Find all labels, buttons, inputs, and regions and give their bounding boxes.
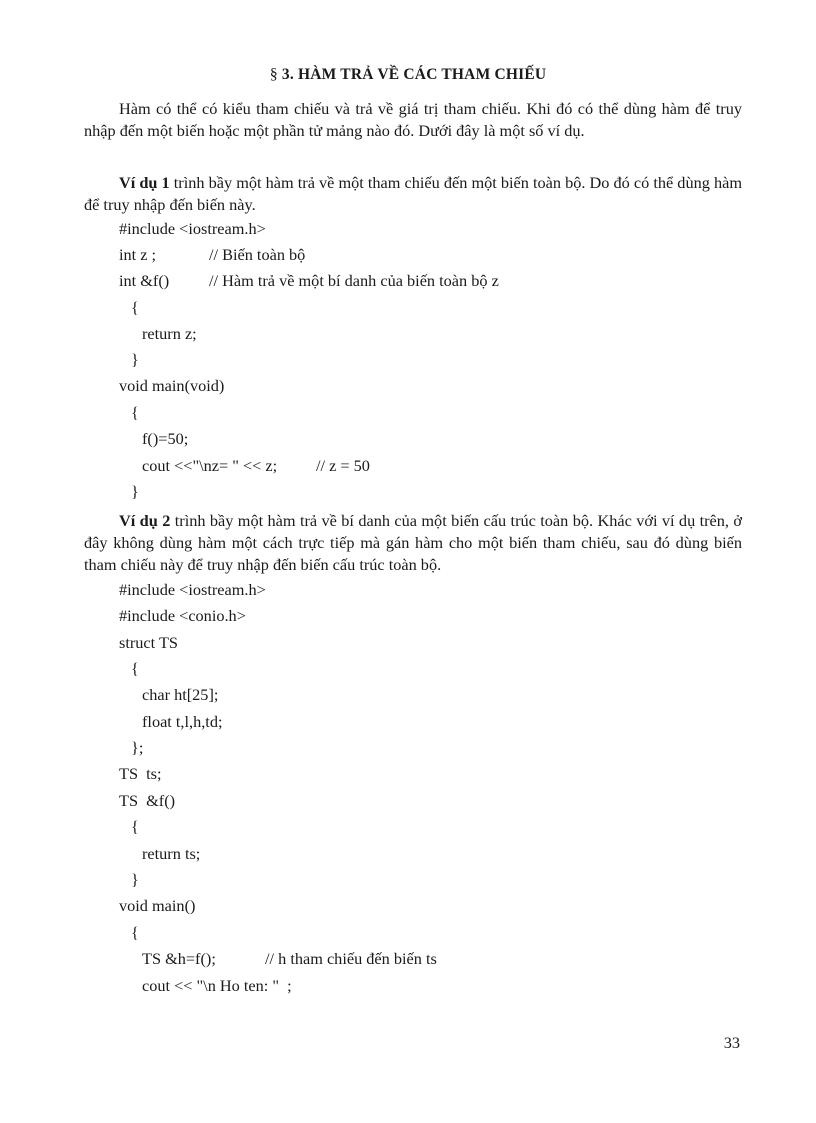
- code2-line-9: TS &f(): [119, 791, 176, 810]
- code1-line-6: }: [131, 350, 139, 369]
- code1-line-10-comment: // z = 50: [316, 456, 370, 475]
- code1-line-10: cout <<"\nz= " << z;: [142, 456, 278, 475]
- code2-line-5: char ht[25];: [142, 685, 219, 704]
- code2-line-4: {: [131, 659, 139, 678]
- section-title-text: 3. HÀM TRẢ VỀ CÁC THAM CHIẾU: [281, 66, 547, 83]
- code1-line-5: return z;: [142, 324, 197, 343]
- code2-line-11: return ts;: [142, 844, 201, 863]
- code1-line-2-comment: // Biến toàn bộ: [209, 245, 306, 264]
- code1-line-8: {: [131, 403, 139, 422]
- code2-line-2: #include <conio.h>: [119, 606, 246, 625]
- code2-line-16: cout << "\n Ho ten: " ;: [142, 976, 292, 995]
- code2-line-13: void main(): [119, 896, 196, 915]
- example2-text: trình bầy một hàm trả về bí danh của một biến cấu trúc toàn bộ. Khác với ví dụ trên, ở đây không dùng hàm một cách trực tiếp mà gán hàm cho một biến tham chiếu, sau đó dùng biến tham chiếu này để truy nhập đến biến cấu trúc toàn bộ.: [84, 511, 742, 574]
- code1-line-9: f()=50;: [142, 429, 189, 448]
- section-symbol: §: [269, 66, 278, 83]
- code1-line-7: void main(void): [119, 376, 225, 395]
- code2-line-12: }: [131, 870, 139, 889]
- code2-line-15-comment: // h tham chiếu đến biến ts: [265, 949, 437, 968]
- code2-line-14: {: [131, 923, 139, 942]
- example1-paragraph: [84, 172, 742, 216]
- code2-line-7: };: [131, 738, 144, 757]
- code2-line-1: #include <iostream.h>: [119, 580, 266, 599]
- code1-line-3: int &f(): [119, 271, 170, 290]
- code2-line-10: {: [131, 817, 139, 836]
- code2-line-3: struct TS: [119, 633, 178, 652]
- example1-text: trình bầy một hàm trả về một tham chiếu đến một biến toàn bộ. Do đó có thể dùng hàm để truy nhập đến biến này.: [84, 173, 742, 214]
- code1-line-4: {: [131, 298, 139, 317]
- code1-line-11: }: [131, 482, 139, 501]
- code1-line-2: int z ;: [119, 245, 157, 264]
- page-number: 33: [723, 1033, 740, 1052]
- code1-line-3-comment: // Hàm trả về một bí danh của biến toàn bộ z: [209, 271, 499, 290]
- intro-paragraph: Hàm có thể có kiểu tham chiếu và trả về giá trị tham chiếu. Khi đó có thể dùng hàm để truy nhập đến một biến hoặc một phần tử mảng nào đó. Dưới đây là một số ví dụ.: [84, 99, 742, 140]
- section-title: [0, 66, 816, 84]
- code1-line-1: #include <iostream.h>: [119, 219, 266, 238]
- example2-paragraph: [84, 510, 742, 576]
- code2-line-8: TS ts;: [119, 764, 162, 783]
- code2-line-6: float t,l,h,td;: [142, 712, 223, 731]
- example2-label: Ví dụ 2: [119, 511, 171, 530]
- example1-label: Ví dụ 1: [119, 173, 170, 192]
- code2-line-15: TS &h=f();: [142, 949, 216, 968]
